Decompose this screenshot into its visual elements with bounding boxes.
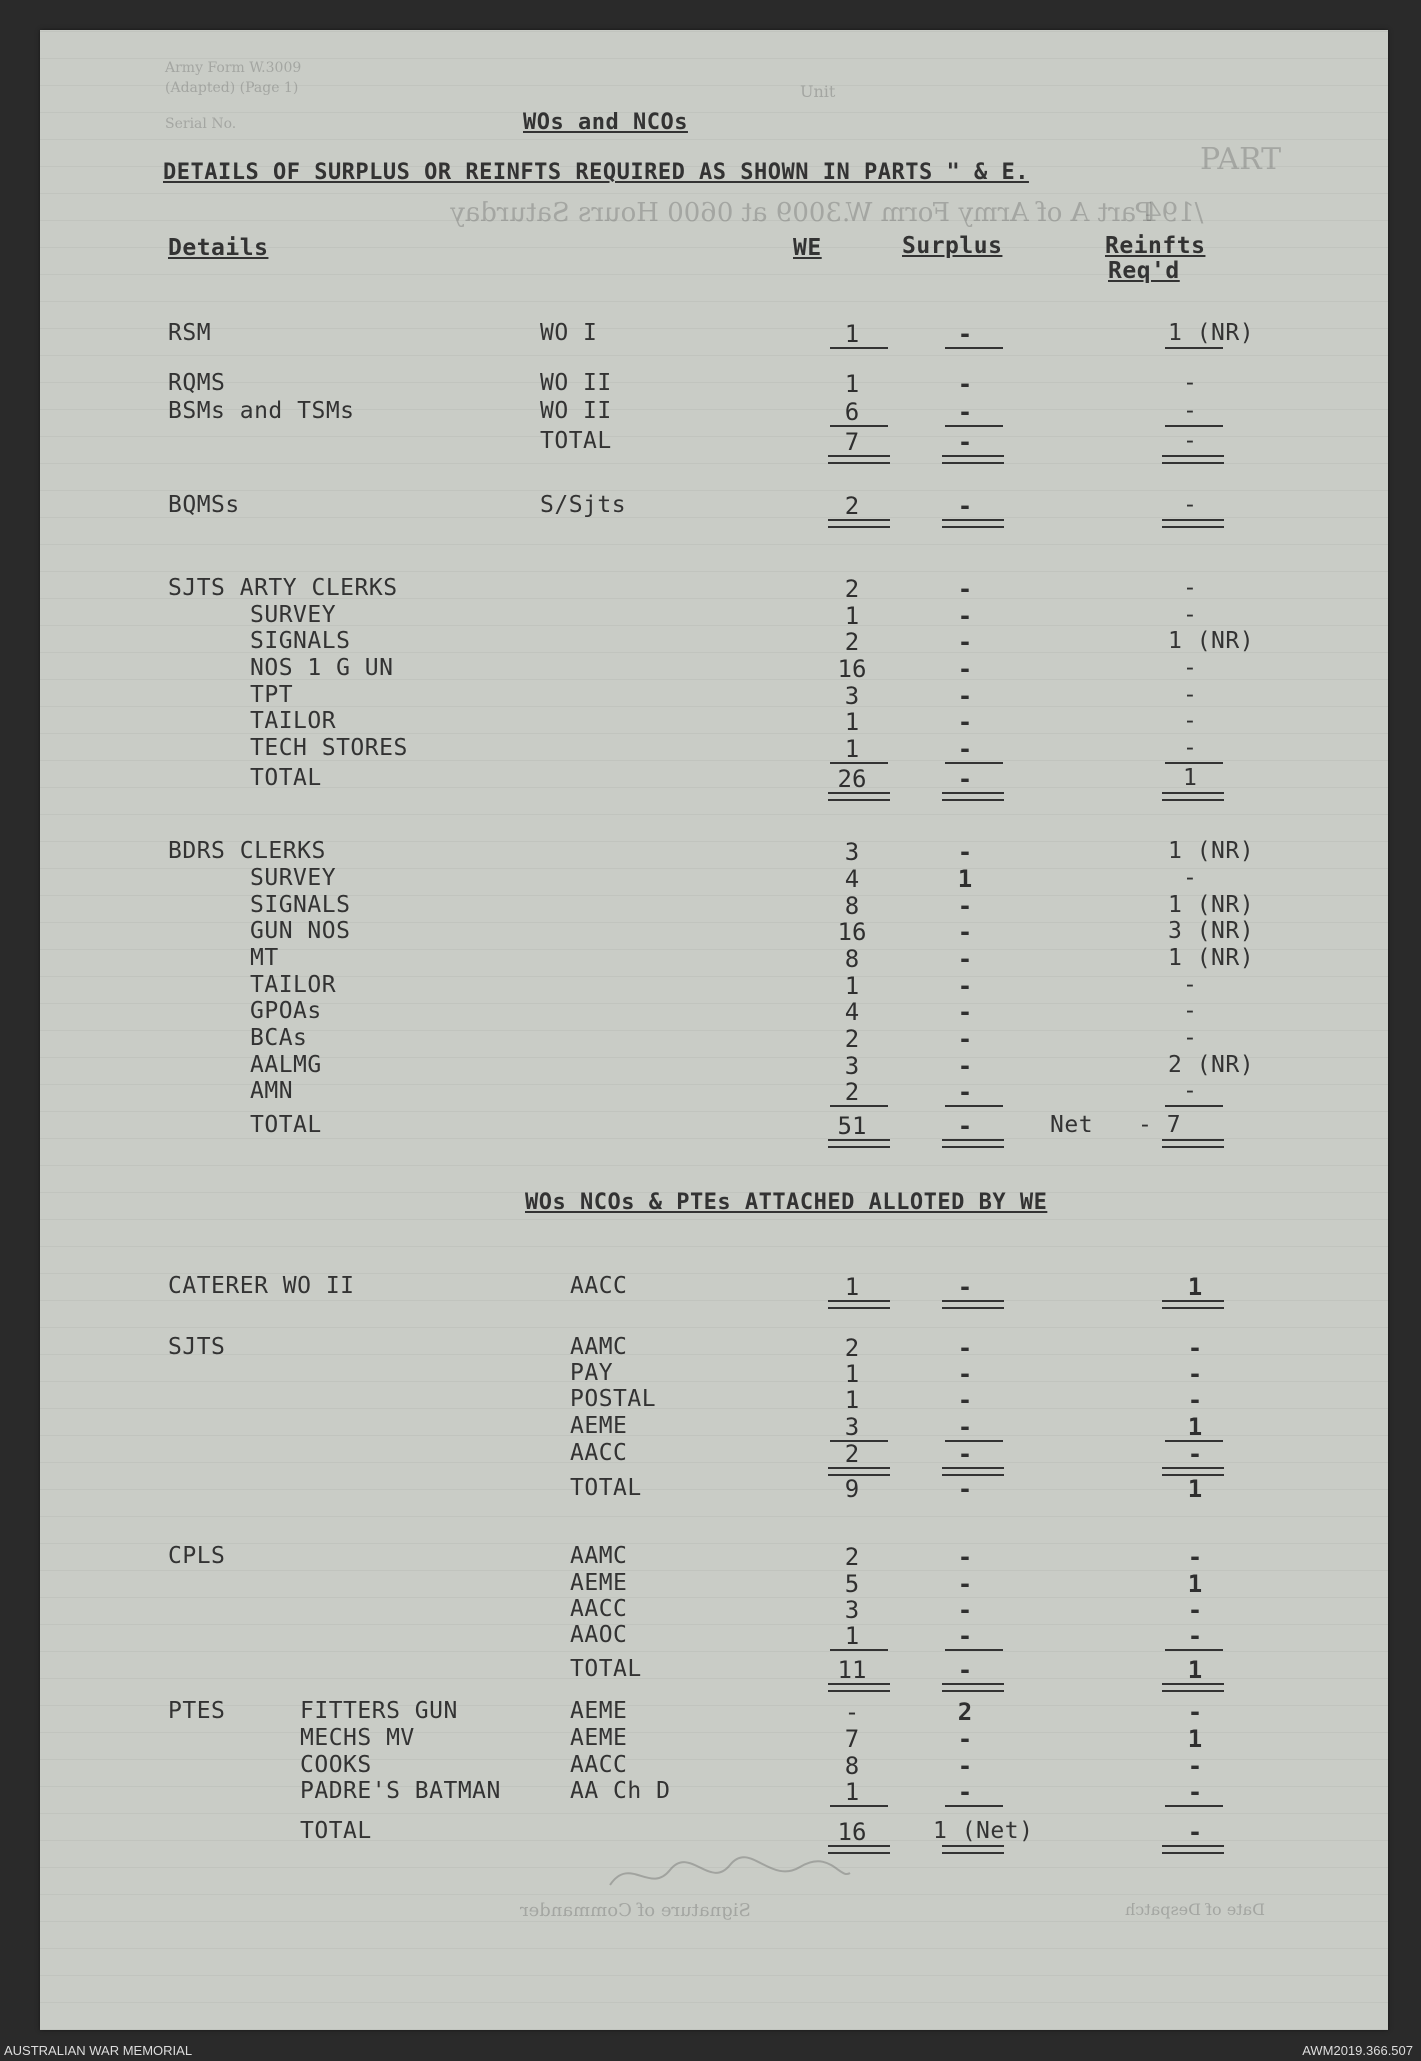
underline xyxy=(1165,762,1223,764)
attached-trade: MECHS MV xyxy=(300,1725,415,1751)
attached-we: 9 xyxy=(844,1475,860,1503)
reinfts-value: 1 xyxy=(1183,765,1198,791)
double-underline xyxy=(828,792,890,801)
we-value: 2 xyxy=(844,1078,860,1106)
surplus-value: - xyxy=(957,655,973,683)
double-underline xyxy=(1162,792,1224,801)
row-label: MT xyxy=(250,945,279,971)
surplus-value: - xyxy=(957,628,973,656)
surplus-value: - xyxy=(957,575,973,603)
we-value: 3 xyxy=(844,838,860,866)
we-value: 4 xyxy=(844,998,860,1026)
reinfts-value: - xyxy=(1183,602,1198,628)
row-label: SURVEY xyxy=(250,865,337,891)
row-label: AMN xyxy=(250,1078,294,1104)
attached-surplus: - xyxy=(957,1596,973,1624)
attached-corps: TOTAL xyxy=(570,1475,642,1501)
surplus-value: - xyxy=(957,998,973,1026)
attached-reinfts: - xyxy=(1187,1596,1203,1624)
attached-corps: PAY xyxy=(570,1360,614,1386)
reinfts-value: 2 (NR) xyxy=(1168,1052,1255,1078)
we-value: 1 xyxy=(844,972,860,1000)
surplus-value: - xyxy=(957,1112,973,1140)
attached-reinfts: - xyxy=(1187,1818,1203,1846)
underline xyxy=(945,1649,1003,1651)
attached-we: 1 xyxy=(844,1360,860,1388)
underline xyxy=(945,762,1003,764)
reinfts-value: - xyxy=(1183,865,1198,891)
attached-trade: COOKS xyxy=(300,1752,372,1778)
row-label: SJTS ARTY CLERKS xyxy=(168,575,398,601)
attached-corps: AACC xyxy=(570,1596,628,1622)
attached-reinfts: 1 xyxy=(1187,1475,1203,1503)
col-reinfts: Reinfts xyxy=(1105,233,1206,259)
surplus-value: - xyxy=(957,892,973,920)
ghost-serial: Serial No. xyxy=(165,116,237,132)
attached-we: 2 xyxy=(844,1543,860,1571)
underline xyxy=(830,1805,888,1807)
reinfts-value: - xyxy=(1183,370,1198,396)
attached-we: 1 xyxy=(844,1622,860,1650)
underline xyxy=(1165,425,1223,427)
attached-label: CPLS xyxy=(168,1543,226,1569)
double-underline xyxy=(1162,1845,1224,1854)
attached-corps: AEME xyxy=(570,1698,628,1724)
net-label: Net xyxy=(1050,1112,1094,1138)
attached-label: CATERER WO II xyxy=(168,1273,355,1299)
attached-we: 2 xyxy=(844,1440,860,1468)
attached-corps: AACC xyxy=(570,1273,628,1299)
attached-we: 1 xyxy=(844,1273,860,1301)
row-label: TAILOR xyxy=(250,972,337,998)
reinfts-value: - xyxy=(1183,972,1198,998)
we-value: 2 xyxy=(844,575,860,603)
row-label: SIGNALS xyxy=(250,628,351,654)
double-underline xyxy=(1162,1300,1224,1309)
surplus-value: - xyxy=(957,735,973,763)
col-surplus: Surplus xyxy=(902,233,1003,259)
reinfts-value: - 7 xyxy=(1138,1112,1182,1138)
col-we: WE xyxy=(793,235,822,261)
ghost-signature-caption: Signature of Commander xyxy=(520,1900,751,1921)
attached-we: 2 xyxy=(844,1334,860,1362)
attached-surplus: - xyxy=(957,1752,973,1780)
row-rank: WO I xyxy=(540,320,598,346)
attached-we: 1 xyxy=(844,1778,860,1806)
attached-surplus: - xyxy=(957,1725,973,1753)
surplus-value: - xyxy=(957,428,973,456)
footer-left: AUSTRALIAN WAR MEMORIAL xyxy=(4,2043,193,2058)
row-label: TAILOR xyxy=(250,708,337,734)
attached-we: 11 xyxy=(837,1656,867,1684)
surplus-value: - xyxy=(957,1078,973,1106)
we-value: 8 xyxy=(844,945,860,973)
double-underline xyxy=(942,1845,1004,1854)
reinfts-value: - xyxy=(1183,398,1198,424)
ghost-part: PART xyxy=(1200,142,1282,177)
surplus-value: - xyxy=(957,320,973,348)
we-value: 2 xyxy=(844,1025,860,1053)
reinfts-value: - xyxy=(1183,998,1198,1024)
reinfts-value: 1 (NR) xyxy=(1168,892,1255,918)
document-sheet xyxy=(40,30,1388,2030)
double-underline xyxy=(942,792,1004,801)
double-underline xyxy=(828,1300,890,1309)
attached-surplus: 2 xyxy=(957,1698,973,1726)
attached-surplus: - xyxy=(957,1778,973,1806)
row-rank: S/Sjts xyxy=(540,492,627,518)
double-underline xyxy=(828,519,890,528)
attached-surplus: - xyxy=(957,1386,973,1414)
attached-reinfts: - xyxy=(1187,1440,1203,1468)
surplus-value: - xyxy=(957,492,973,520)
row-rank: TOTAL xyxy=(540,428,612,454)
row-label: RQMS xyxy=(168,370,226,396)
attached-we: 7 xyxy=(844,1725,860,1753)
attached-reinfts: - xyxy=(1187,1386,1203,1414)
reinfts-value: - xyxy=(1183,575,1198,601)
double-underline xyxy=(1162,455,1224,464)
attached-corps: POSTAL xyxy=(570,1386,657,1412)
attached-reinfts: 1 xyxy=(1187,1725,1203,1753)
attached-trade: PADRE'S BATMAN xyxy=(300,1778,501,1804)
double-underline xyxy=(1162,1139,1224,1148)
row-label: BQMSs xyxy=(168,492,240,518)
attached-corps: AEME xyxy=(570,1725,628,1751)
reinfts-value: 1 (NR) xyxy=(1168,320,1255,346)
row-label: TOTAL xyxy=(250,765,322,791)
attached-we: 5 xyxy=(844,1570,860,1598)
surplus-value: - xyxy=(957,945,973,973)
row-label: GUN NOS xyxy=(250,918,351,944)
attached-reinfts: 1 xyxy=(1187,1273,1203,1301)
row-label: GPOAs xyxy=(250,998,322,1024)
page-title: WOs and NCOs xyxy=(523,110,688,135)
attached-surplus: - xyxy=(957,1334,973,1362)
underline xyxy=(830,347,888,349)
attached-corps: AACC xyxy=(570,1752,628,1778)
attached-we: 8 xyxy=(844,1752,860,1780)
attached-we: - xyxy=(844,1698,860,1726)
we-value: 6 xyxy=(844,398,860,426)
col-details: Details xyxy=(168,235,269,261)
surplus-value: 1 xyxy=(957,865,973,893)
row-label: TECH STORES xyxy=(250,735,408,761)
underline xyxy=(830,425,888,427)
attached-reinfts: - xyxy=(1187,1752,1203,1780)
attached-reinfts: 1 xyxy=(1187,1656,1203,1684)
reinfts-value: 1 (NR) xyxy=(1168,838,1255,864)
double-underline xyxy=(942,1139,1004,1148)
reinfts-value: - xyxy=(1183,735,1198,761)
attached-label: SJTS xyxy=(168,1334,226,1360)
we-value: 7 xyxy=(844,428,860,456)
attached-surplus: - xyxy=(957,1622,973,1650)
surplus-value: - xyxy=(957,918,973,946)
reinfts-value: 1 (NR) xyxy=(1168,945,1255,971)
we-value: 2 xyxy=(844,628,860,656)
we-value: 3 xyxy=(844,1052,860,1080)
row-rank: WO II xyxy=(540,398,612,424)
attached-reinfts: - xyxy=(1187,1698,1203,1726)
attached-surplus: - xyxy=(957,1273,973,1301)
double-underline xyxy=(1162,1683,1224,1692)
attached-corps: AEME xyxy=(570,1413,628,1439)
attached-surplus: - xyxy=(957,1570,973,1598)
row-label: AALMG xyxy=(250,1052,322,1078)
row-label: NOS 1 G UN xyxy=(250,655,394,681)
footer-right: AWM2019.366.507 xyxy=(1302,2043,1413,2058)
attached-we: 3 xyxy=(844,1413,860,1441)
attached-reinfts: - xyxy=(1187,1622,1203,1650)
surplus-value: - xyxy=(957,682,973,710)
double-underline xyxy=(942,519,1004,528)
ghost-form-adapted: (Adapted) (Page 1) xyxy=(165,80,299,96)
reinfts-value: - xyxy=(1183,1025,1198,1051)
attached-we: 1 xyxy=(844,1386,860,1414)
we-value: 1 xyxy=(844,708,860,736)
underline xyxy=(1165,1105,1223,1107)
we-value: 2 xyxy=(844,492,860,520)
attached-corps: TOTAL xyxy=(570,1656,642,1682)
attached-trade: FITTERS GUN xyxy=(300,1698,458,1724)
surplus-value: - xyxy=(957,1025,973,1053)
we-value: 51 xyxy=(837,1112,867,1140)
attached-label: PTES xyxy=(168,1698,226,1724)
surplus-value: - xyxy=(957,602,973,630)
double-underline xyxy=(828,1139,890,1148)
attached-reinfts: - xyxy=(1187,1778,1203,1806)
we-value: 16 xyxy=(837,655,867,683)
surplus-value: - xyxy=(957,370,973,398)
attached-corps: AEME xyxy=(570,1570,628,1596)
attached-corps: AACC xyxy=(570,1440,628,1466)
row-label: RSM xyxy=(168,320,212,346)
col-reqd: Req'd xyxy=(1108,258,1180,284)
reinfts-value: 3 (NR) xyxy=(1168,918,1255,944)
attached-corps: AAMC xyxy=(570,1334,628,1360)
row-rank: WO II xyxy=(540,370,612,396)
ghost-form-number: Army Form W.3009 xyxy=(165,60,302,76)
attached-surplus: - xyxy=(957,1360,973,1388)
double-underline xyxy=(828,1683,890,1692)
reinfts-value: - xyxy=(1183,655,1198,681)
reinfts-value: - xyxy=(1183,1078,1198,1104)
attached-reinfts: 1 xyxy=(1187,1570,1203,1598)
row-label: TOTAL xyxy=(250,1112,322,1138)
underline xyxy=(830,762,888,764)
we-value: 1 xyxy=(844,320,860,348)
attached-corps: AA Ch D xyxy=(570,1778,671,1804)
we-value: 1 xyxy=(844,370,860,398)
double-underline xyxy=(942,1683,1004,1692)
we-value: 8 xyxy=(844,892,860,920)
underline xyxy=(830,1105,888,1107)
reinfts-value: - xyxy=(1183,428,1198,454)
we-value: 1 xyxy=(844,735,860,763)
section2-title: WOs NCOs & PTEs ATTACHED ALLOTED BY WE xyxy=(525,1190,1048,1215)
double-underline xyxy=(1162,519,1224,528)
attached-surplus: - xyxy=(957,1413,973,1441)
we-value: 16 xyxy=(837,918,867,946)
underline xyxy=(945,425,1003,427)
row-label: TPT xyxy=(250,682,294,708)
underline xyxy=(1165,1649,1223,1651)
reinfts-value: - xyxy=(1183,492,1198,518)
surplus-value: - xyxy=(957,972,973,1000)
surplus-value: - xyxy=(957,708,973,736)
row-label: SURVEY xyxy=(250,602,337,628)
reinfts-value: - xyxy=(1183,708,1198,734)
row-label: BDRS CLERKS xyxy=(168,838,326,864)
attached-surplus: - xyxy=(957,1475,973,1503)
attached-reinfts: 1 xyxy=(1187,1413,1203,1441)
attached-surplus: - xyxy=(957,1656,973,1684)
underline xyxy=(1165,347,1223,349)
attached-we: 16 xyxy=(837,1818,867,1846)
row-label: BCAs xyxy=(250,1025,308,1051)
attached-surplus: - xyxy=(957,1543,973,1571)
attached-reinfts: - xyxy=(1187,1543,1203,1571)
attached-we: 3 xyxy=(844,1596,860,1624)
reinfts-value: - xyxy=(1183,682,1198,708)
underline xyxy=(830,1649,888,1651)
ghost-despatch-caption: Date of Despatch xyxy=(1125,1900,1265,1919)
surplus-value: - xyxy=(957,1052,973,1080)
attached-surplus: - xyxy=(957,1440,973,1468)
ghost-unit: Unit xyxy=(800,82,836,101)
signature-mark xyxy=(600,1845,860,1905)
attached-surplus: 1 (Net) xyxy=(933,1818,1034,1844)
surplus-value: - xyxy=(957,398,973,426)
double-underline xyxy=(828,455,890,464)
attached-reinfts: - xyxy=(1187,1334,1203,1362)
surplus-value: - xyxy=(957,765,973,793)
we-value: 26 xyxy=(837,765,867,793)
underline xyxy=(945,1105,1003,1107)
ghost-form-text: Part A of Army Form W.3009 at 0600 Hours Saturday xyxy=(450,198,1153,228)
reinfts-value: 1 (NR) xyxy=(1168,628,1255,654)
attached-reinfts: - xyxy=(1187,1360,1203,1388)
underline xyxy=(945,347,1003,349)
we-value: 4 xyxy=(844,865,860,893)
we-value: 1 xyxy=(844,602,860,630)
we-value: 3 xyxy=(844,682,860,710)
row-label: BSMs and TSMs xyxy=(168,398,355,424)
attached-corps: AAMC xyxy=(570,1543,628,1569)
attached-corps: AAOC xyxy=(570,1622,628,1648)
attached-trade: TOTAL xyxy=(300,1818,372,1844)
double-underline xyxy=(942,1300,1004,1309)
page-subtitle: DETAILS OF SURPLUS OR REINFTS REQUIRED AS SHOWN IN PARTS " & E. xyxy=(163,160,1029,185)
row-label: SIGNALS xyxy=(250,892,351,918)
underline xyxy=(945,1805,1003,1807)
double-underline xyxy=(942,455,1004,464)
ghost-date: /194 xyxy=(1145,198,1204,228)
surplus-value: - xyxy=(957,838,973,866)
underline xyxy=(1165,1805,1223,1807)
